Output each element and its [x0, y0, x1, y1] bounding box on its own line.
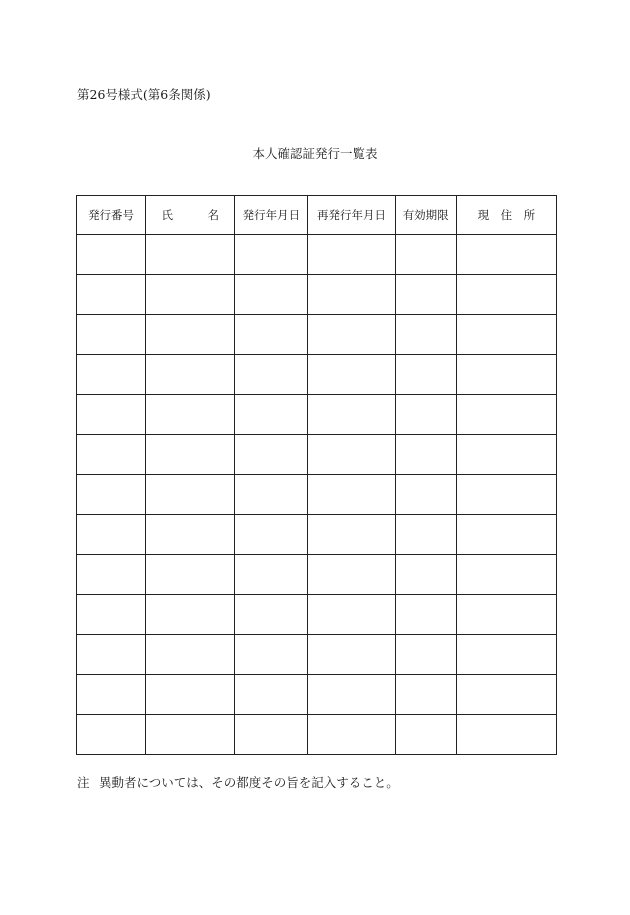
table-cell	[235, 235, 308, 275]
table-cell	[235, 475, 308, 515]
table-cell	[77, 355, 146, 395]
table-row	[77, 715, 557, 755]
table-cell	[395, 515, 456, 555]
table-cell	[456, 555, 556, 595]
table-cell	[395, 595, 456, 635]
table-cell	[308, 355, 395, 395]
table-cell	[395, 715, 456, 755]
table-cell	[77, 595, 146, 635]
footnote-mark: 注	[77, 775, 90, 790]
table-cell	[146, 355, 235, 395]
table-cell	[308, 675, 395, 715]
table-cell	[235, 395, 308, 435]
table-cell	[77, 715, 146, 755]
table-cell	[308, 515, 395, 555]
table-cell	[77, 275, 146, 315]
table-cell	[456, 275, 556, 315]
table-cell	[235, 715, 308, 755]
table-row	[77, 315, 557, 355]
document-title: 本人確認証発行一覧表	[252, 146, 378, 161]
table-cell	[308, 435, 395, 475]
table-cell	[146, 715, 235, 755]
table-cell	[456, 315, 556, 355]
table-cell	[146, 595, 235, 635]
table-row	[77, 675, 557, 715]
table-cell	[146, 235, 235, 275]
table-cell	[146, 475, 235, 515]
table-cell	[235, 555, 308, 595]
table-cell	[235, 635, 308, 675]
column-header-issue-date: 発行年月日	[235, 196, 308, 235]
table-header-row	[77, 196, 557, 235]
table-cell	[395, 475, 456, 515]
table-row	[77, 435, 557, 475]
table-cell	[77, 315, 146, 355]
table-cell	[235, 275, 308, 315]
column-header-current-address: 現 住 所	[456, 196, 556, 235]
table-cell	[456, 715, 556, 755]
table-row	[77, 275, 557, 315]
form-number: 第26号様式(第6条関係)	[77, 87, 211, 102]
table-cell	[146, 555, 235, 595]
column-header-issue-number: 発行番号	[77, 196, 146, 235]
table-cell	[77, 515, 146, 555]
table-cell	[395, 355, 456, 395]
table-cell	[146, 675, 235, 715]
column-header-expiry: 有効期限	[395, 196, 456, 235]
footnote-text: 異動者については、その都度その旨を記入すること。	[99, 775, 399, 790]
table-cell	[308, 275, 395, 315]
table-cell	[456, 635, 556, 675]
table-cell	[146, 515, 235, 555]
table-row	[77, 595, 557, 635]
issuance-register-table	[76, 195, 557, 755]
footnote	[77, 773, 399, 791]
table-cell	[146, 395, 235, 435]
table-cell	[456, 435, 556, 475]
table-cell	[395, 675, 456, 715]
table-cell	[456, 355, 556, 395]
table-cell	[146, 315, 235, 355]
table-cell	[308, 475, 395, 515]
table-row	[77, 235, 557, 275]
table-cell	[456, 235, 556, 275]
table-cell	[395, 315, 456, 355]
table-cell	[77, 475, 146, 515]
table-cell	[308, 555, 395, 595]
table-row	[77, 635, 557, 675]
table-cell	[235, 315, 308, 355]
table-cell	[235, 515, 308, 555]
table-row	[77, 355, 557, 395]
column-header-reissue-date: 再発行年月日	[308, 196, 395, 235]
table-cell	[235, 595, 308, 635]
table-cell	[146, 275, 235, 315]
table-cell	[77, 235, 146, 275]
table-cell	[395, 395, 456, 435]
table-cell	[308, 595, 395, 635]
table-cell	[235, 675, 308, 715]
table-cell	[77, 395, 146, 435]
table-cell	[308, 235, 395, 275]
column-header-name: 氏 名	[146, 196, 235, 235]
table-row	[77, 395, 557, 435]
table-row	[77, 515, 557, 555]
table-cell	[146, 435, 235, 475]
table-cell	[395, 235, 456, 275]
table-cell	[395, 435, 456, 475]
table-cell	[395, 555, 456, 595]
table-cell	[77, 435, 146, 475]
table-cell	[308, 315, 395, 355]
table-row	[77, 555, 557, 595]
table-cell	[456, 595, 556, 635]
table-cell	[308, 715, 395, 755]
table-cell	[456, 395, 556, 435]
table-cell	[77, 555, 146, 595]
table-cell	[77, 635, 146, 675]
table-cell	[77, 675, 146, 715]
table-row	[77, 475, 557, 515]
table-cell	[456, 675, 556, 715]
table-cell	[235, 435, 308, 475]
table-cell	[456, 515, 556, 555]
table-cell	[308, 395, 395, 435]
table-cell	[395, 275, 456, 315]
table-cell	[395, 635, 456, 675]
table-cell	[235, 355, 308, 395]
table-cell	[146, 635, 235, 675]
table-cell	[308, 635, 395, 675]
table-cell	[456, 475, 556, 515]
table-body	[77, 235, 557, 755]
